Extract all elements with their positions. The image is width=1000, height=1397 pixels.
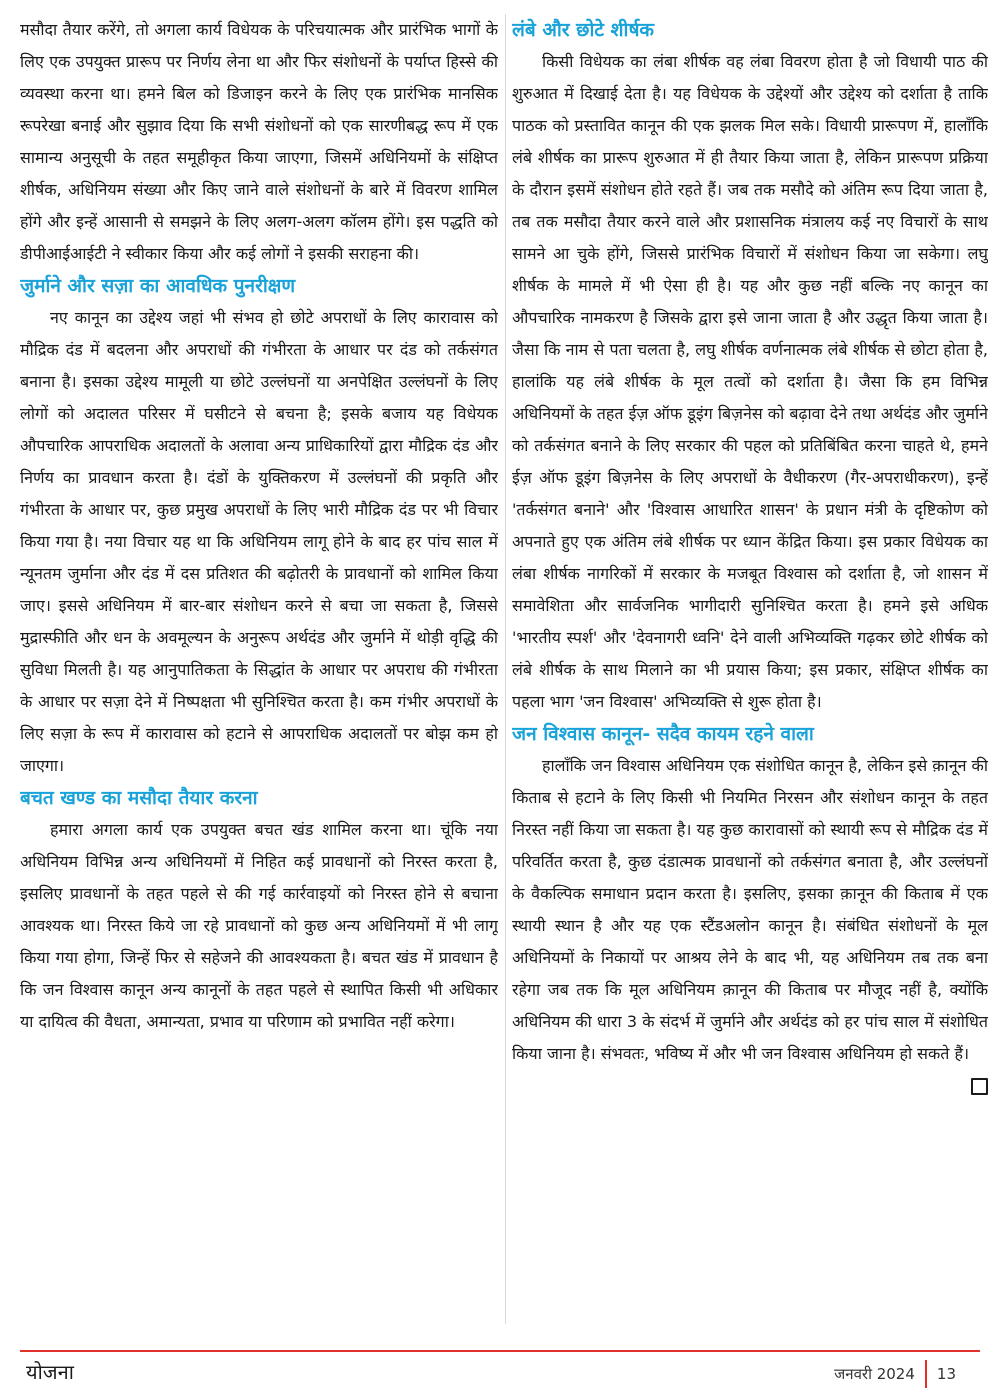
section-heading: जन विश्वास कानून- सदैव कायम रहने वाला bbox=[512, 723, 814, 745]
column-divider bbox=[505, 14, 506, 1324]
footer-info bbox=[834, 1360, 956, 1388]
left-column bbox=[20, 14, 498, 1325]
footer-separator bbox=[925, 1360, 927, 1388]
paragraph: हमारा अगला कार्य एक उपयुक्त बचत खंड शामिल करना था। चूंकि नया अधिनियम विभिन्न अन्य अधिनियमों में निहित कई प्रावधानों को निरस्त करता है, इसलिए प्रावधानों के तहत पहले से की गई कार्रवाइयों को निरस्त होने से बचाना आवश्यक था। निरस्त किये जा रहे प्रावधानों को कुछ अन्य अधिनियमों में भी लागू किया गया होगा, जिन्हें फिर से सहेजने की आवश्यकता है। बचत खंड में प्रावधान है कि जन विश्वास कानून अन्य कानूनों के तहत पहले से स्थापित किसी भी अधिकार या दायित्व की वैधता, अमान्यता, प्रभाव या परिणाम को प्रभावित नहीं करेगा। bbox=[20, 820, 498, 1031]
paragraph-text: हालाँकि जन विश्वास अधिनियम एक संशोधित कानून है, लेकिन इसे क़ानून की किताब से हटाने के लिए किसी भी नियमित निरसन और संशोधन कानून के तहत निरस्त नहीं किया जा सकता है। यह कुछ कारावासों को स्थायी रूप से मौद्रिक दंड में परिवर्तित करता है, कुछ दंडात्मक प्रावधानों को तर्कसंगत बनाता है, और उल्लंघनों के वैकल्पिक समाधान प्रदान करता है। इसलिए, इसका क़ानून की किताब में एक स्थायी स्थान है और यह एक स्टैंडअलोन कानून है। संबंधित संशोधनों के मूल अधिनियमों के निकायों पर आश्रय लेने के बाद भी, यह अधिनियम तब तक बना रहेगा जब तक कि मूल अधिनियम क़ानून की किताब पर मौजूद नहीं है, क्योंकि अधिनियम की धारा 3 के संदर्भ में जुर्माने और अर्थदंड को हर पांच साल में संशोधित किया जाना है। संभवतः, भविष्य में और भी जन विश्वास अधिनियम हो सकते हैं। bbox=[512, 756, 988, 1063]
footer-rule bbox=[20, 1350, 980, 1352]
magazine-name: योजना bbox=[26, 1360, 74, 1384]
right-column bbox=[512, 14, 988, 1325]
page-number: 13 bbox=[936, 1365, 956, 1383]
paragraph: किसी विधेयक का लंबा शीर्षक वह लंबा विवरण होता है जो विधायी पाठ की शुरुआत में दिखाई देता है। यह विधेयक के उद्देश्यों और उद्देश्य को दर्शाता है ताकि पाठक को प्रस्तावित कानून की एक झलक मिल सके। विधायी प्रारूपण में, हालाँकि लंबे शीर्षक का प्रारूप शुरुआत में ही तैयार किया जाता है, लेकिन प्रारूपण प्रक्रिया के दौरान इसमें संशोधन होते रहते हैं। जब तक मसौदे को अंतिम रूप दिया जाता है, तब तक मसौदा तैयार करने वाले और प्रशासनिक मंत्रालय कई नए विचारों के साथ सामने आ चुके होंगे, जिससे प्रारंभिक विचारों में संशोधन किया जा सकेगा। लघु शीर्षक के मामले में भी ऐसा ही है। यह और कुछ नहीं बल्कि नए कानून का औपचारिक नामकरण है जिसके द्वारा इसे जाना जाता है और उद्धृत किया जाता है। जैसा कि नाम से पता चलता है, लघु शीर्षक वर्णनात्मक लंबे शीर्षक से छोटा होता है, हालांकि यह लंबे शीर्षक के मूल तत्वों को दर्शाता है। जैसा कि हम विभिन्न अधिनियमों के तहत ईज़ ऑफ डूइंग बिज़नेस को बढ़ावा देने तथा अर्थदंड और जुर्माने को तर्कसंगत बनाने के लिए सरकार की पहल को प्रतिबिंबित करना चाहते थे, हमने ईज़ ऑफ डूइंग बिज़नेस के लिए अपराधों के वैधीकरण (गैर-अपराधीकरण), इन्हें 'तर्कसंगत बनाने' और 'विश्वास आधारित शासन' के प्रधान मंत्री के दृष्टिकोण को अपनाते हुए एक अंतिम लंबे शीर्षक पर ध्यान केंद्रित किया। इस प्रकार विधेयक का लंबा शीर्षक नागरिकों में सरकार के मजबूत विश्वास को दर्शाता है, जो शासन में समावेशिता और सार्वजनिक भागीदारी सुनिश्चित करता है। हमने इसे अधिक 'भारतीय स्पर्श' और 'देवनागरी ध्वनि' देने वाली अभिव्यक्ति गढ़कर छोटे शीर्षक को लंबे शीर्षक के साथ मिलाने का भी प्रयास किया; इस प्रकार, संक्षिप्त शीर्षक का पहला भाग 'जन विश्वास' अभिव्यक्ति से शुरू होता है। bbox=[512, 52, 988, 711]
paragraph: नए कानून का उद्देश्य जहां भी संभव हो छोटे अपराधों के लिए कारावास को मौद्रिक दंड में बदलना और अपराधों की गंभीरता के आधार पर दंड को तर्कसंगत बनाना है। इसका उद्देश्य मामूली या छोटे उल्लंघनों या अनपेक्षित उल्लंघनों के लिए लोगों को अदालत परिसर में घसीटने से बचना है; इसके बजाय यह विधेयक औपचारिक आपराधिक अदालतों के अलावा अन्य प्राधिकारियों द्वारा मौद्रिक दंड और निर्णय का प्रावधान करता है। दंडों के युक्तिकरण में उल्लंघनों की प्रकृति और गंभीरता के आधार पर, कुछ प्रमुख अपराधों के लिए भारी मौद्रिक दंड पर भी विचार किया गया है। नया विचार यह था कि अधिनियम लागू होने के बाद हर पांच साल में न्यूनतम जुर्माना और दंड में दस प्रतिशत की बढ़ोतरी के प्रावधानों को शामिल किया जाए। इससे अधिनियम में बार-बार संशोधन करने से बचा जा सकता है, जिससे मुद्रास्फीति और धन के अवमूल्यन के अनुरूप अर्थदंड और जुर्माने में थोड़ी वृद्धि की सुविधा मिलती है। यह आनुपातिकता के सिद्धांत के आधार पर अपराध की गंभीरता के आधार पर सज़ा देने में निष्पक्षता भी सुनिश्चित करता है। कम गंभीर अपराधों के लिए सज़ा के रूप में कारावास को हटाने से आपराधिक अदालतों पर बोझ कम हो जाएगा। bbox=[20, 308, 498, 775]
section-heading: जुर्माने और सज़ा का आवधिक पुनरीक्षण bbox=[20, 275, 296, 297]
end-of-article-icon bbox=[971, 1078, 988, 1095]
issue-date: जनवरी 2024 bbox=[834, 1365, 915, 1383]
paragraph: मसौदा तैयार करेंगे, तो अगला कार्य विधेयक के परिचयात्मक और प्रारंभिक भागों के लिए एक उपयुक्त प्रारूप पर निर्णय लेना था और फिर संशोधनों के पर्याप्त हिस्से की व्यवस्था करना था। हमने बिल को डिजाइन करने के लिए एक प्रारंभिक मानसिक रूपरेखा बनाई और सुझाव दिया कि सभी संशोधनों को एक सारणीबद्ध रूप में एक सामान्य अनुसूची के तहत समूहीकृत किया जाएगा, जिसमें अधिनियमों के संक्षिप्त शीर्षक, अधिनियम संख्या और किए जाने वाले संशोधनों के बारे में विवरण शामिल होंगे और इन्हें आसानी से समझने के लिए अलग-अलग कॉलम होंगे। इस पद्धति को डीपीआईआईटी ने स्वीकार किया और कई लोगों ने इसकी सराहना की। bbox=[20, 20, 498, 263]
section-heading: बचत खण्ड का मसौदा तैयार करना bbox=[20, 787, 258, 809]
paragraph bbox=[512, 750, 988, 1070]
section-heading: लंबे और छोटे शीर्षक bbox=[512, 19, 655, 41]
